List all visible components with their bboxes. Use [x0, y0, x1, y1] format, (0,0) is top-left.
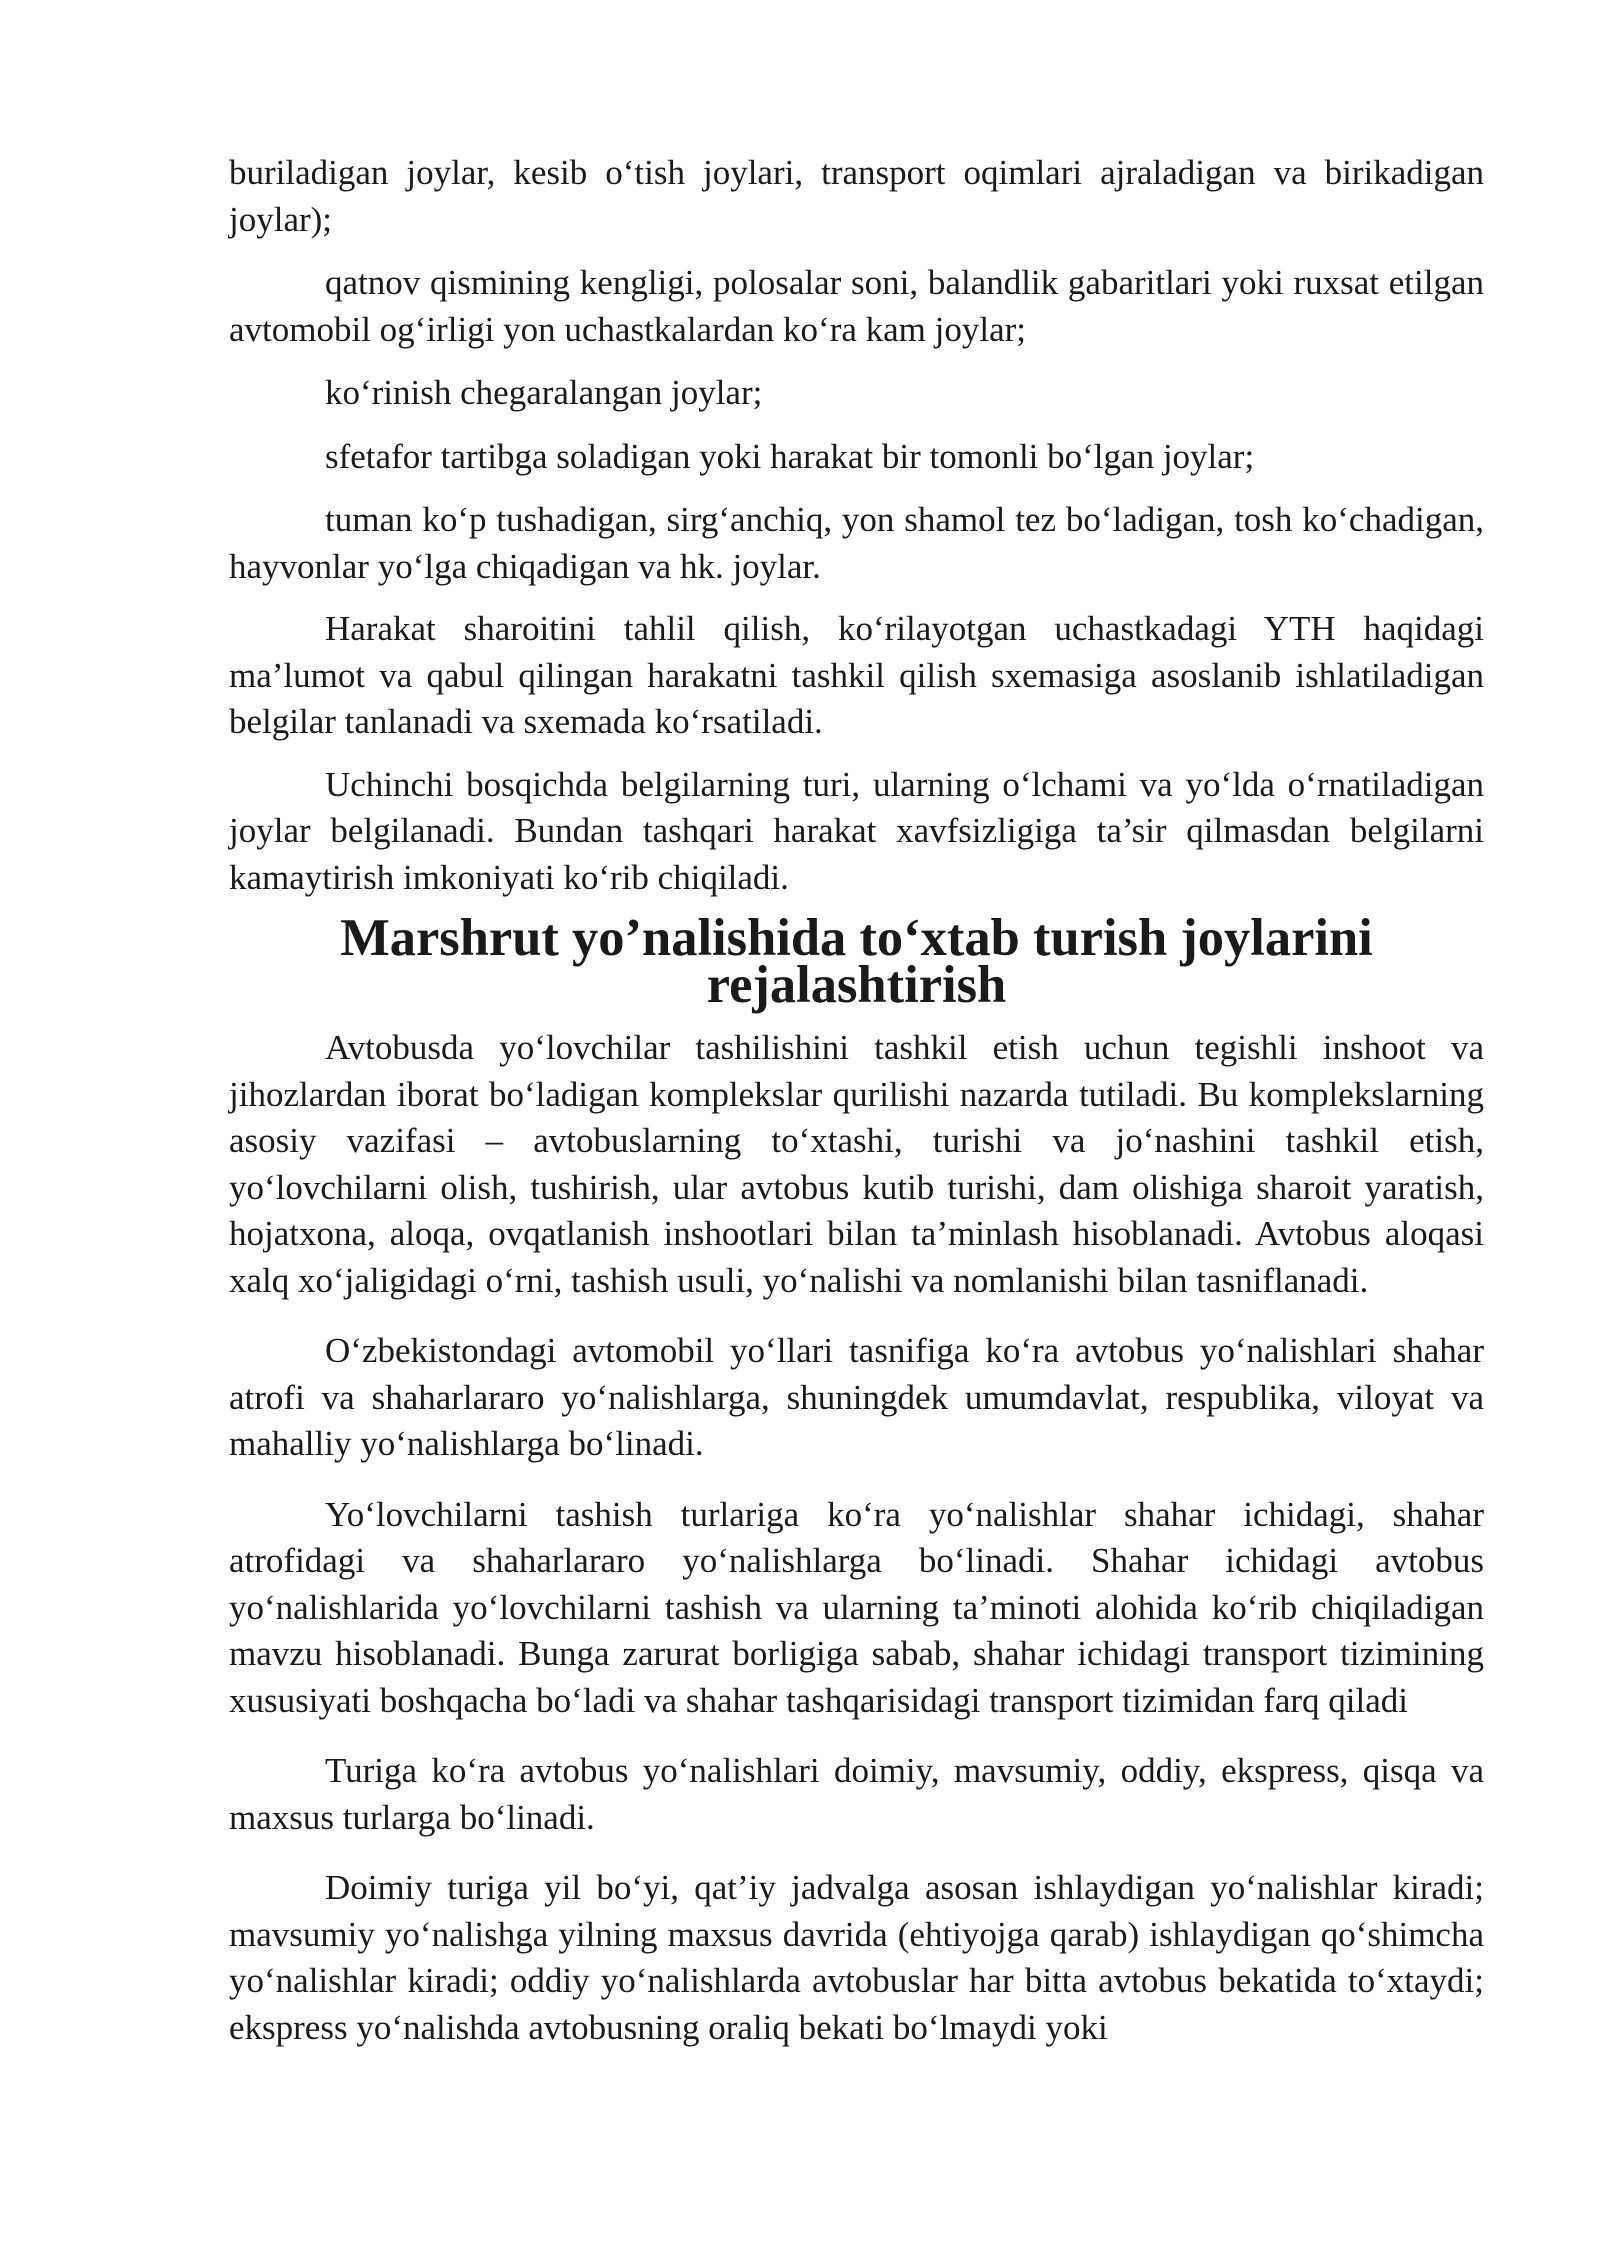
paragraph-4: sfetafor tartibga soladigan yoki harakat bir tomonli bo‘lgan joylar; — [325, 436, 1255, 476]
paragraph-2: qatnov qismining kengligi, polosalar soni, balandlik gabaritlari yoki ruxsat etilgan avtomobil og‘irligi yon uchastkalardan ko‘ra kam joylar; — [229, 263, 1484, 349]
paragraph-5: tuman ko‘p tushadigan, sirg‘anchiq, yon shamol tez bo‘ladigan, tosh ko‘chadigan, hayvonlar yo‘lga chiqadigan va hk. joylar. — [229, 500, 1484, 586]
section-paragraph-2: O‘zbekistondagi avtomobil yo‘llari tasnifiga ko‘ra avtobus yo‘nalishlari shahar atrofi va shaharlararo yo‘nalishlarga, shuningdek umumdavlat, respublika, viloyat va mahalliy yo‘nalishlarga bo‘linadi. — [229, 1331, 1484, 1463]
section-heading: Marshrut yo’nalishida to‘xtab turish joylarini rejalashtirish — [340, 909, 1373, 1014]
section-paragraph-1: Avtobusda yo‘lovchilar tashilishini tashkil etish uchun tegishli inshoot va jihozlardan iborat bo‘ladigan komplekslar qurilishi nazarda tutiladi. Bu komplekslarning asosiy vazifasi – avtobuslarning to‘xtashi, turishi va jo‘nashini tashkil etish, yo‘lovchilarni olish, tushirish, ular avtobus kutib turishi, dam olishiga sharoit yaratish, hojatxona, aloqa, ovqatlanish inshootlari bilan ta’minlash hisoblanadi. Avtobus aloqasi xalq xo‘jaligidagi o‘rni, tashish usuli, yo‘nalishi va nomlanishi bilan tasniflanadi. — [229, 1028, 1484, 1300]
paragraph-3: ko‘rinish chegaralangan joylar; — [325, 373, 763, 412]
paragraph-7: Uchinchi bosqichda belgilarning turi, ularning o‘lchami va yo‘lda o‘rnatiladigan joylar belgilanadi. Bundan tashqari harakat xavfsizligiga ta’sir qilmasdan belgilarni kamaytirish imkoniyati ko‘rib chiqiladi. — [229, 764, 1484, 897]
section-paragraph-3: Yo‘lovchilarni tashish turlariga ko‘ra yo‘nalishlar shahar ichidagi, shahar atrofidagi va shaharlararo yo‘nalishlarga bo‘linadi. Shahar ichidagi avtobus yo‘nalishlarida yo‘lovchilarni tashish va ularning ta’minoti alohida ko‘rib chiqiladigan mavzu hisoblanadi. Bunga zarurat borligiga sabab, shahar ichidagi transport tizimining xususiyati boshqacha bo‘ladi va shahar tashqarisidagi transport tizimidan farq qiladi — [229, 1494, 1484, 1720]
section-paragraph-4: Turiga ko‘ra avtobus yo‘nalishlari doimiy, mavsumiy, oddiy, ekspress, qisqa va maxsus turlarga bo‘linadi. — [229, 1751, 1484, 1837]
document-page — [229, 150, 1484, 2051]
paragraph-6: Harakat sharoitini tahlil qilish, ko‘rilayotgan uchastkadagi YTH haqidagi ma’lumot va qabul qilingan harakatni tashkil qilish sxemasiga asoslanib ishlatiladigan belgilar tanlanadi va sxemada ko‘rsatiladi. — [229, 609, 1484, 741]
paragraph-1: buriladigan joylar, kesib o‘tish joylari, transport oqimlari ajraladigan va birikadigan joylar); — [229, 153, 1484, 239]
section-paragraph-5: Doimiy turiga yil bo‘yi, qat’iy jadvalga asosan ishlaydigan yo‘nalishlar kiradi; mavsumiy yo‘nalishga yilning maxsus davrida (ehtiyojga qarab) ishlaydigan qo‘shimcha yo‘nalishlar kiradi; oddiy yo‘nalishlarda avtobuslar har bitta avtobus bekatida to‘xtaydi; ekspress yo‘nalishda avtobusning oraliq bekati bo‘lmaydi yoki — [229, 1868, 1484, 2047]
